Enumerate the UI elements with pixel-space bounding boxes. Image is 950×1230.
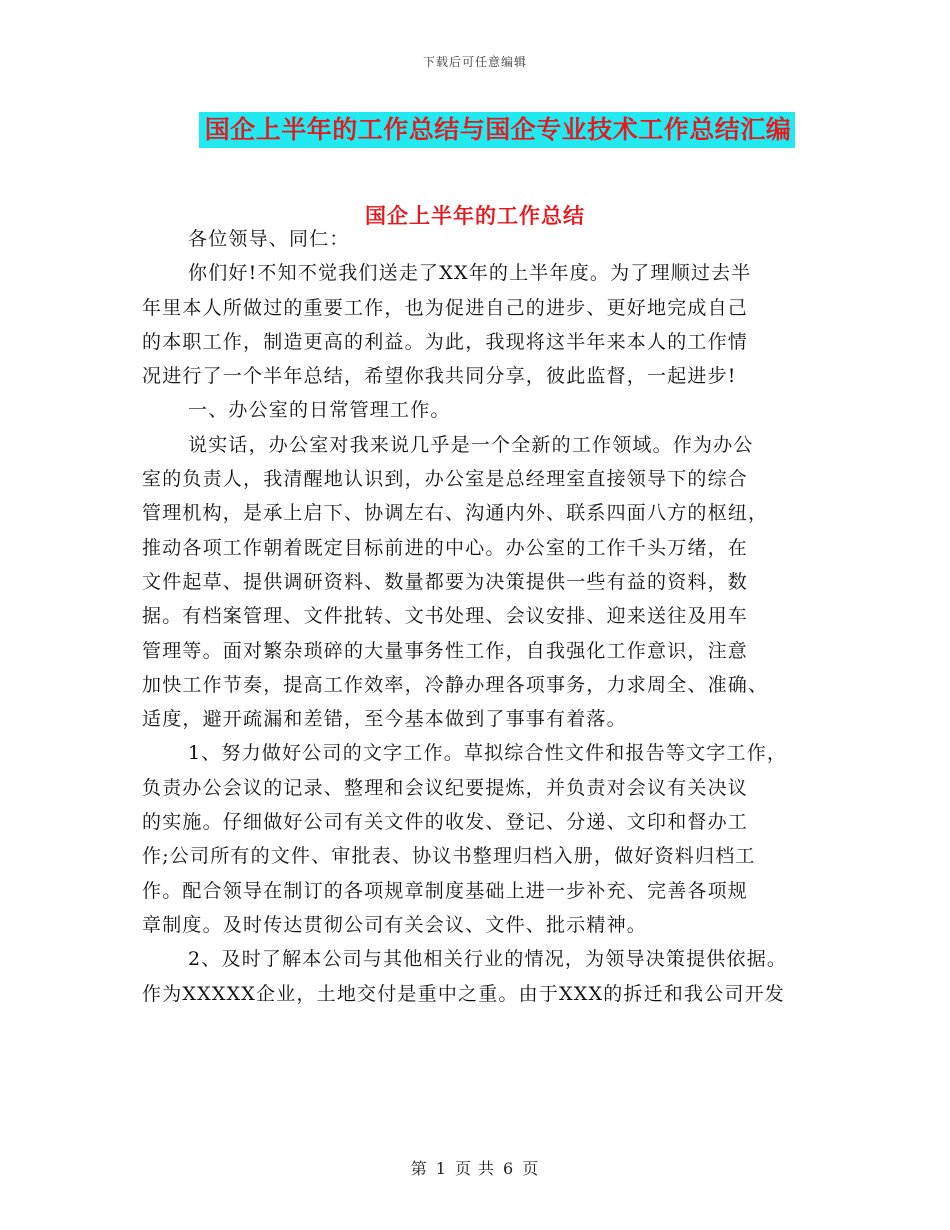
text-line: 加快工作节奏，提高工作效率，冷静办理各项事务，力求周全、准确、 (142, 673, 769, 696)
section-title: 国企上半年的工作总结 (365, 203, 585, 228)
text-line: 年里本人所做过的重要工作，也为促进自己的进步、更好地完成自己 (142, 296, 749, 319)
main-title: 国企上半年的工作总结与国企专业技术工作总结汇编 (199, 112, 796, 148)
text-line: 况进行了一个半年总结，希望你我共同分享，彼此监督，一起进步! (142, 365, 737, 388)
text-line: 文件起草、提供调研资料、数量都要为决策提供一些有益的资料，数 (142, 570, 749, 593)
text-line: 说实话，办公室对我来说几乎是一个全新的工作领域。作为办公 (188, 433, 754, 456)
page-number: 1 (435, 1159, 447, 1178)
text-line: 管理等。面对繁杂琐碎的大量事务性工作，自我强化工作意识，注意 (142, 639, 749, 662)
text-line: 你们好!不知不觉我们送走了XX年的上半年度。为了理顺过去半 (188, 262, 752, 285)
text-line: 一、办公室的日常管理工作。 (188, 399, 451, 422)
page-label-mid: 页 共 (454, 1159, 496, 1178)
page-label-prefix: 第 (410, 1159, 428, 1178)
text-line: 的本职工作，制造更高的利益。为此，我现将这半年来本人的工作情 (142, 330, 749, 353)
text-line: 室的负责人，我清醒地认识到，办公室是总经理室直接领导下的综合 (142, 468, 749, 491)
page-label-suffix: 页 (522, 1159, 540, 1178)
total-pages: 6 (503, 1159, 515, 1178)
text-line: 作为XXXXX企业，土地交付是重中之重。由于XXX的拆迁和我公司开发 (142, 982, 786, 1005)
main-title-container (0, 112, 950, 148)
body-text (142, 222, 820, 1011)
text-line: 各位领导、同仁： (188, 228, 350, 250)
text-line: 1、努力做好公司的文字工作。草拟综合性文件和报告等文字工作， (188, 742, 788, 765)
text-line: 管理机构，是承上启下、协调左右、沟通内外、联系四面八方的枢纽， (142, 502, 769, 525)
text-line: 2、及时了解本公司与其他相关行业的情况，为领导决策提供依据。 (188, 948, 788, 971)
page-footer (0, 1156, 950, 1179)
text-line: 作。配合领导在制订的各项规章制度基础上进一步补充、完善各项规 (142, 879, 749, 902)
text-line: 据。有档案管理、文件批转、文书处理、会议安排、迎来送往及用车 (142, 605, 749, 628)
header-note: 下载后可任意编辑 (422, 55, 527, 69)
text-line: 负责办公会议的记录、整理和会议纪要提炼，并负责对会议有关决议 (142, 776, 749, 799)
text-line: 作;公司所有的文件、审批表、协议书整理归档入册，做好资料归档工 (142, 845, 756, 868)
text-line: 章制度。及时传达贯彻公司有关会议、文件、批示精神。 (142, 913, 648, 936)
text-line: 的实施。仔细做好公司有关文件的收发、登记、分递、文印和督办工 (142, 811, 749, 834)
text-line: 推动各项工作朝着既定目标前进的中心。办公室的工作千头万绪，在 (142, 536, 749, 559)
text-line: 适度，避开疏漏和差错，至今基本做到了事事有着落。 (142, 708, 627, 731)
